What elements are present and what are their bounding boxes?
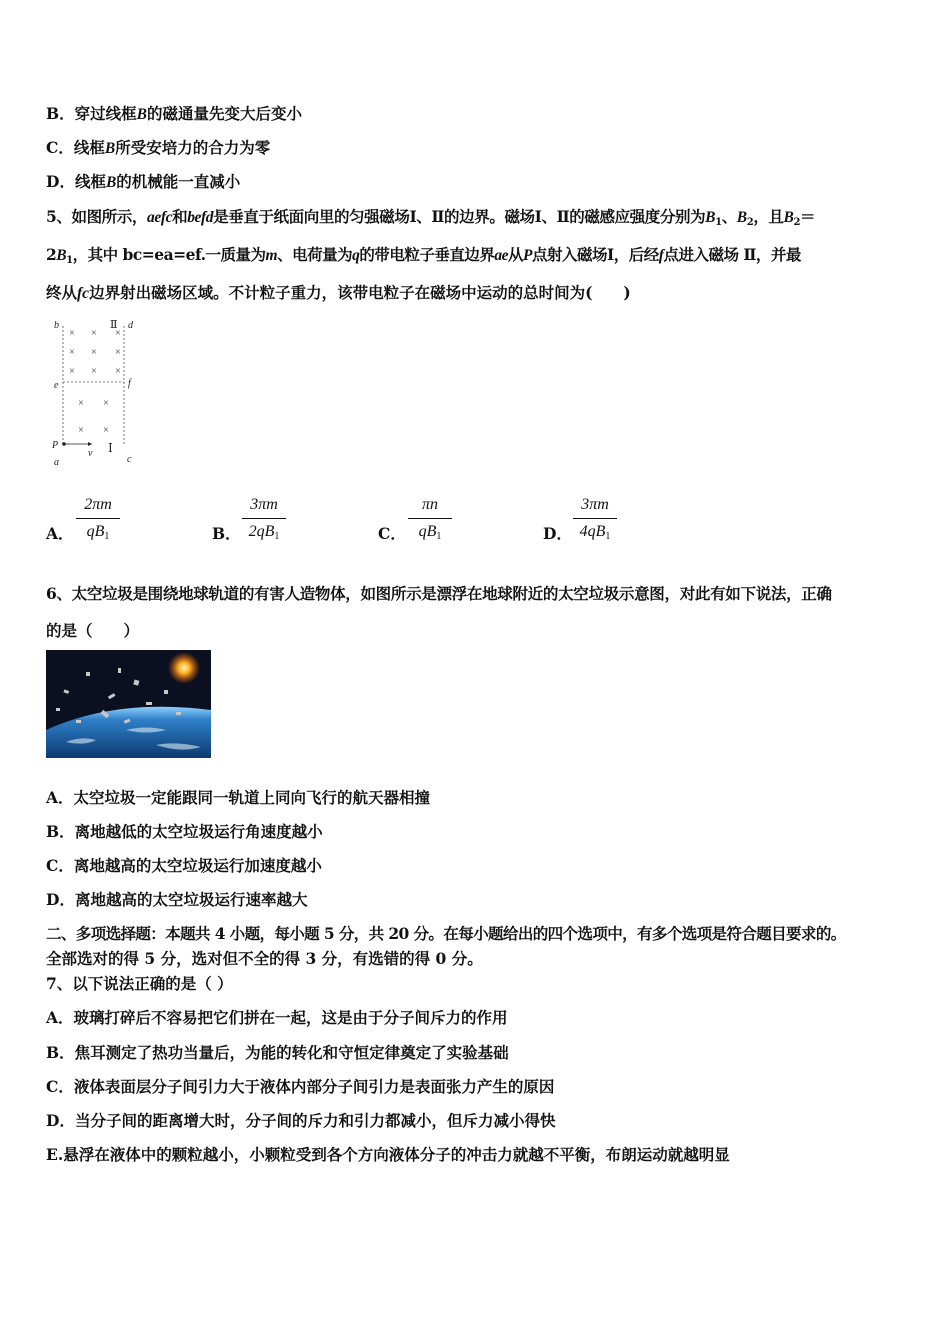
label-e: e <box>54 380 59 391</box>
label-p: P <box>52 440 59 451</box>
q7-option-a: A．玻璃打碎后不容易把它们拼在一起，这是由于分子间斥力的作用 <box>46 1008 508 1027</box>
sun <box>168 652 200 684</box>
cross-mark: × <box>69 328 75 339</box>
q6-stem-line-2: 的是（ ） <box>46 621 140 640</box>
q4-option-d: D．线框B的机械能一直减小 <box>46 172 241 191</box>
q6-option-d: D．离地越高的太空垃圾运行速率越大 <box>46 890 308 909</box>
option-label: B． <box>212 524 241 543</box>
q6-option-a: A．太空垃圾一定能跟同一轨道上同向飞行的航天器相撞 <box>46 788 431 807</box>
option-fraction: πn $qB_1$ <box>408 494 452 543</box>
cross-mark: × <box>103 398 109 409</box>
q5-stem-line-3: 终从fc边界射出磁场区域。不计粒子重力，该带电粒子在磁场中运动的总时间为( ) <box>46 283 631 302</box>
section2-heading: 二、多项选择题：本题共 4 小题，每小题 5 分，共 20 分。在每小题给出的四个选项中，有多个选项是符合题目要求的。 <box>46 924 846 943</box>
q6-stem-line-1: 6、太空垃圾是围绕地球轨道的有害人造物体，如图所示是漂浮在地球附近的太空垃圾示意图，对此有如下说法，正确 <box>46 584 832 603</box>
label-b: b <box>54 320 59 331</box>
q5-stem-line-1: 5、如图所示，aefc和befd是垂直于纸面向里的匀强磁场Ⅰ、Ⅱ的边界。磁场Ⅰ、Ⅱ的磁感应强度分别为$B_1$、$B_2$，且$B_2=$ <box>46 207 816 228</box>
label-c: c <box>127 454 132 465</box>
q7-option-e: E.悬浮在液体中的颗粒越小，小颗粒受到各个方向液体分子的冲击力就越不平衡，布朗运动就越明显 <box>46 1145 730 1164</box>
option-label: C． <box>378 524 406 543</box>
cross-mark: × <box>78 398 84 409</box>
field-boundaries <box>63 326 124 444</box>
q4-option-c: C．线框B所受安培力的合力为零 <box>46 138 271 157</box>
q7-stem: 7、以下说法正确的是（ ） <box>46 974 233 993</box>
label-d: d <box>128 320 133 331</box>
q6-option-b: B．离地越低的太空垃圾运行角速度越小 <box>46 822 323 841</box>
option-fraction: 3πm $4qB_1$ <box>573 494 617 543</box>
cross-mark: × <box>91 347 97 358</box>
cross-mark: × <box>78 425 84 436</box>
space-debris-image <box>46 650 211 758</box>
magnetic-field-diagram <box>48 316 148 472</box>
label-v: v <box>88 448 93 459</box>
cross-mark: × <box>115 366 121 377</box>
option-fraction: 2πm $qB_1$ <box>76 494 120 543</box>
cross-mark: × <box>69 347 75 358</box>
q7-option-c: C．液体表面层分子间引力大于液体内部分子间引力是表面张力产生的原因 <box>46 1077 555 1096</box>
cross-mark: × <box>103 425 109 436</box>
q7-option-d: D．当分子间的距离增大时，分子间的斥力和引力都减小，但斥力减小得快 <box>46 1111 556 1130</box>
q5-stem-line-2: $2B_1$，其中 bc=ea=ef.一质量为m、电荷量为q的带电粒子垂直边界ae从P点射入磁场Ⅰ，后经f点进入磁场 Ⅱ，并最 <box>46 245 801 266</box>
q7-option-b: B．焦耳测定了热功当量后，为能的转化和守恒定律奠定了实验基础 <box>46 1043 509 1062</box>
option-label: D． <box>543 524 572 543</box>
cross-mark: × <box>115 328 121 339</box>
label-f: f <box>128 378 131 389</box>
option-fraction: 3πm $2qB_1$ <box>242 494 286 543</box>
label-a: a <box>54 457 59 468</box>
cross-mark: × <box>91 366 97 377</box>
label-region-2: Ⅱ <box>110 319 118 331</box>
cross-mark: × <box>69 366 75 377</box>
option-label: A． <box>46 524 74 543</box>
cross-mark: × <box>91 328 97 339</box>
label-region-1: Ⅰ <box>108 441 113 455</box>
cross-mark: × <box>115 347 121 358</box>
velocity-arrowhead <box>88 442 92 446</box>
q4-option-b: B．穿过线框B的磁通量先变大后变小 <box>46 104 302 123</box>
q6-option-c: C．离地越高的太空垃圾运行加速度越小 <box>46 856 322 875</box>
section2-scoring: 全部选对的得 5 分，选对但不全的得 3 分，有选错的得 0 分。 <box>46 949 483 968</box>
